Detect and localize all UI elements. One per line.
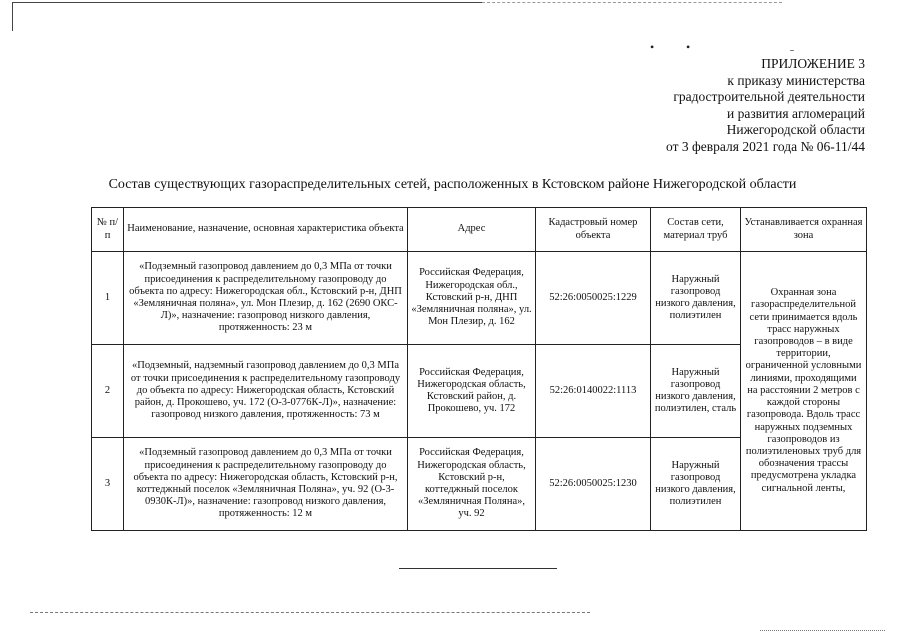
row-num: 3 <box>92 438 124 531</box>
gas-network-table <box>91 207 867 531</box>
row-cadastral: 52:26:0140022:1113 <box>536 345 651 438</box>
row-composition: Наружный газопровод низкого давления, полиэтилен <box>651 438 741 531</box>
header-name: Наименование, назначение, основная характеристика объекта <box>124 208 408 252</box>
appendix-line: и развития агломераций <box>726 105 865 121</box>
zone-description: Охранная зона газораспределительной сети принимается вдоль трасс наружных газопроводов – в виде территории, ограниченной условными линиями, проходящими на расстоянии 2 метров с каждой стороны газопровода. Вдоль трасс наружных подземных газопроводов из полиэтиленовых труб для обозначения трассы предусмотрена укладка сигнальной ленты, <box>741 252 867 531</box>
table-row <box>92 252 867 345</box>
row-num: 1 <box>92 252 124 345</box>
appendix-header <box>565 56 865 155</box>
appendix-line: Нижегородской области <box>726 122 865 137</box>
appendix-line: градостроительной деятельности <box>673 89 865 104</box>
appendix-line: к приказу министерства <box>727 72 865 88</box>
row-name: «Подземный газопровод давлением до 0,3 МПа от точки присоединения к распределительному газопроводу до объекта по адресу: Нижегородская область, Кстовский р-н, коттеджный поселок «Земляничная Поляна», уч. 92 (О-3-0930К-Л)», назначение: газопровод низкого давления, протяженность: 12 м <box>124 438 408 531</box>
scan-border-dash <box>482 2 782 3</box>
row-cadastral: 52:26:0050025:1230 <box>536 438 651 531</box>
table-header-row <box>92 208 867 252</box>
row-composition: Наружный газопровод низкого давления, полиэтилен, сталь <box>651 345 741 438</box>
row-address: Российская Федерация, Нижегородская область, Кстовский район, д. Прокошево, уч. 172 <box>408 345 536 438</box>
scan-border-top <box>12 2 483 31</box>
row-address: Российская Федерация, Нижегородская обл., Кстовский р-н, ДНП «Земляничная поляна», ул. Мон Плезир, д. 162 <box>408 252 536 345</box>
scan-border-bottom <box>30 612 590 613</box>
signature-line <box>399 568 557 569</box>
header-num: № п/п <box>92 208 124 252</box>
document-title: Состав существующих газораспределительных сетей, расположенных в Кстовском районе Нижегородской области <box>108 177 797 192</box>
header-composition: Состав сети, материал труб <box>651 208 741 252</box>
scan-speck: • <box>686 40 691 54</box>
row-name: «Подземный, надземный газопровод давлением до 0,3 МПа от точки присоединения к распределительному газопроводу до объекта по адресу: Нижегородская область, Кстовский район, д. Прокошево, уч. 172 (О-3-0776К-Л)», назначение: газопровод низкого давления, протяженность: 73 м <box>124 345 408 438</box>
scan-speck: ˉ <box>790 46 794 60</box>
header-cadastral: Кадастровый номер объекта <box>536 208 651 252</box>
scan-speck: • <box>650 40 655 54</box>
row-composition: Наружный газопровод низкого давления, полиэтилен <box>651 252 741 345</box>
row-address: Российская Федерация, Нижегородская область, Кстовский р-н, коттеджный поселок «Земляничная Поляна», уч. 92 <box>408 438 536 531</box>
row-name: «Подземный газопровод давлением до 0,3 МПа от точки присоединения к распределительному газопроводу до объекта по адресу: Нижегородская обл., Кстовский р-н, ДНП «Земляничная поляна», ул. Мон Плезир, д. 162 (2690 ОКС-Л)», назначение: газопровод низкого давления, протяженность: 23 м <box>124 252 408 345</box>
row-cadastral: 52:26:0050025:1229 <box>536 252 651 345</box>
appendix-date: от 3 февраля 2021 года № 06-11/44 <box>666 138 865 154</box>
scan-border-bottom <box>760 630 885 631</box>
appendix-title: ПРИЛОЖЕНИЕ 3 <box>761 56 865 71</box>
header-zone: Устанавливается охранная зона <box>741 208 867 252</box>
header-address: Адрес <box>408 208 536 252</box>
row-num: 2 <box>92 345 124 438</box>
